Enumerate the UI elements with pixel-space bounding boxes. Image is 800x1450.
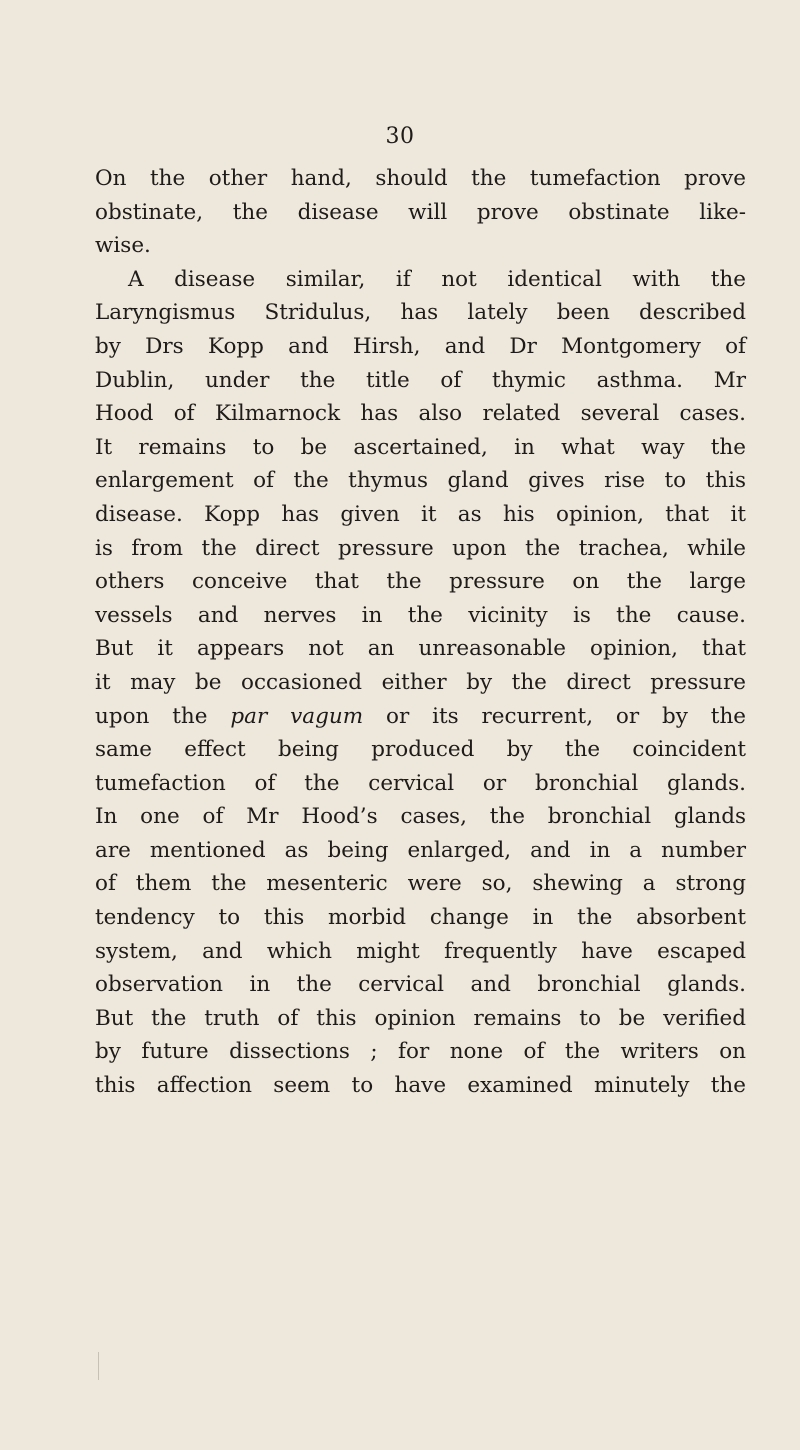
text-line-13: others conceive that the pressure on the large [95,569,746,595]
text-line-23: tendency to this morbid change in the absorbent [95,905,746,931]
text-line-7: Dublin, under the title of thymic asthma. Mr [95,367,746,393]
text-line-19: tumefaction of the cervical or bronchial glands. [95,770,746,796]
text-line-11: disease. Kopp has given it as his opinion, that it [95,501,746,527]
text-line-17 [95,700,746,734]
page-number: 30 [385,124,415,149]
text-line-28: this affection seem to have examined minutely the [95,1073,746,1099]
text-line-1: On the other hand, should the tumefaction prove [95,166,746,191]
latin-term: par vagum [230,703,364,729]
text-line-25: observation in the cervical and bronchial glands. [95,972,746,998]
text-line-3: wise. [95,233,151,259]
paper-mark [98,1352,99,1380]
text-line-17-after: or its recurrent, or by the [363,703,747,729]
text-line-5: Laryngismus Stridulus, has lately been described [95,300,746,326]
text-line-14: vessels and nerves in the vicinity is the cause. [95,602,746,628]
text-line-27: by future dissections ; for none of the writers on [95,1039,746,1065]
text-line-21: are mentioned as being enlarged, and in a number [95,837,746,863]
text-line-10: enlargement of the thymus gland gives rise to this [95,468,746,494]
text-line-4: A disease similar, if not identical with the [128,266,746,292]
text-line-24: system, and which might frequently have escaped [95,938,746,964]
text-line-6: by Drs Kopp and Hirsh, and Dr Montgomery of [95,333,746,359]
text-line-17-before: upon the [95,703,231,729]
text-line-18: same effect being produced by the coincident [95,737,746,763]
text-line-12: is from the direct pressure upon the trachea, while [95,535,746,561]
text-line-20: In one of Mr Hood’s cases, the bronchial glands [95,804,746,830]
text-line-8: Hood of Kilmarnock has also related several cases. [95,401,746,427]
body-text [95,162,746,1103]
text-line-9: It remains to be ascertained, in what way the [95,434,746,460]
text-line-26: But the truth of this opinion remains to be verified [95,1005,746,1031]
text-line-2: obstinate, the disease will prove obstinate like- [95,199,746,225]
text-line-22: of them the mesenteric were so, shewing a strong [95,871,746,897]
text-line-15: But it appears not an unreasonable opinion, that [95,636,746,662]
text-line-16: it may be occasioned either by the direct pressure [95,669,746,695]
